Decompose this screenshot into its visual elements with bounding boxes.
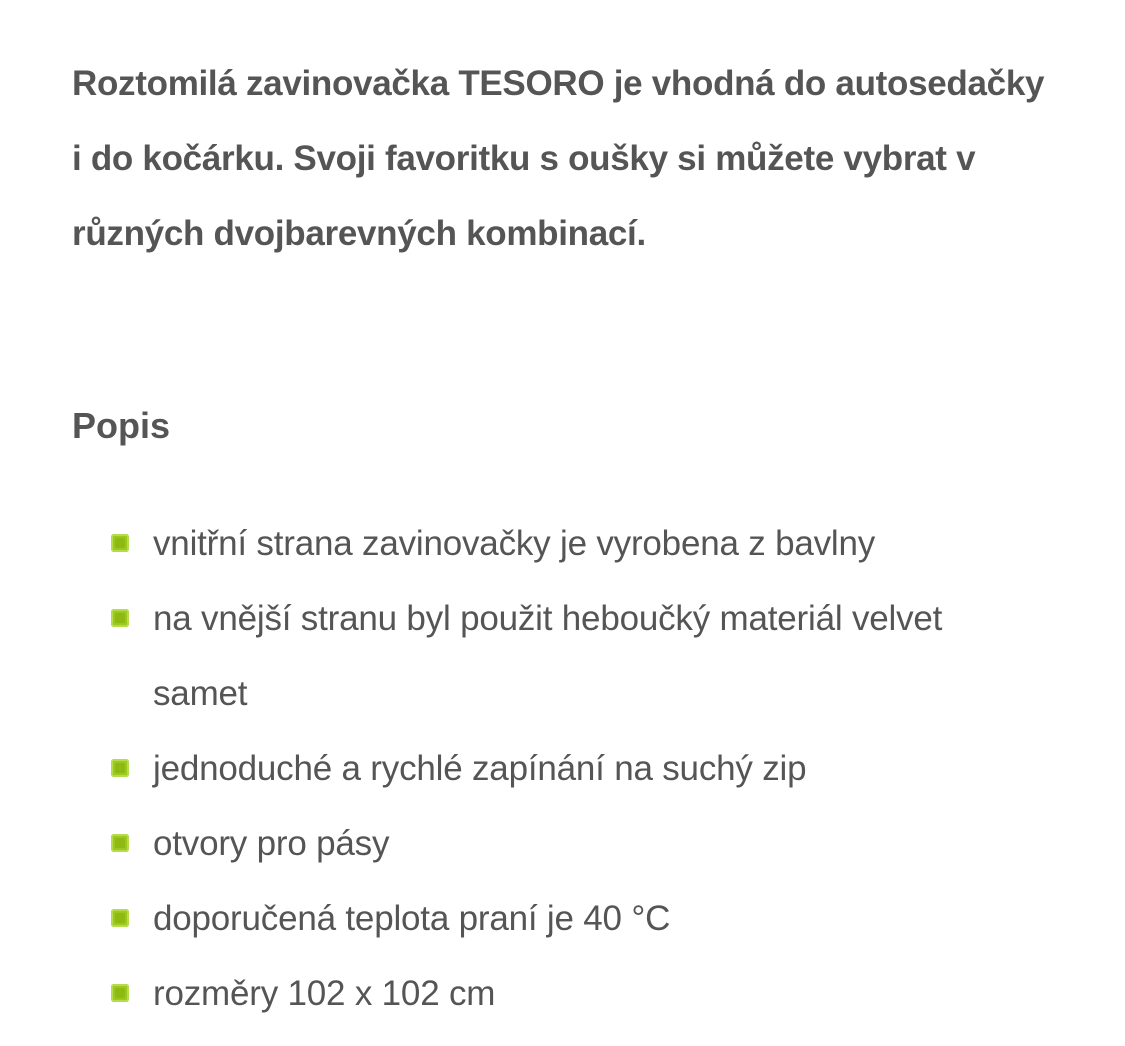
square-bullet-icon bbox=[111, 609, 129, 627]
square-bullet-icon bbox=[111, 534, 129, 552]
feature-text: na vnější stranu byl použit heboučký materiál velvet samet bbox=[153, 599, 943, 713]
feature-item bbox=[72, 956, 1032, 1031]
feature-text: jednoduché a rychlé zapínání na suchý zip bbox=[153, 749, 807, 788]
feature-text: otvory pro pásy bbox=[153, 824, 390, 863]
feature-item bbox=[72, 806, 1032, 881]
feature-item bbox=[72, 581, 1032, 731]
square-bullet-icon bbox=[111, 984, 129, 1002]
feature-list bbox=[72, 506, 1032, 1031]
feature-item bbox=[72, 881, 1032, 956]
feature-text: rozměry 102 x 102 cm bbox=[153, 974, 496, 1013]
square-bullet-icon bbox=[111, 834, 129, 852]
feature-item bbox=[72, 506, 1032, 581]
feature-text: vnitřní strana zavinovačky je vyrobena z bavlny bbox=[153, 524, 876, 563]
product-description bbox=[72, 46, 1072, 1013]
intro-paragraph: Roztomilá zavinovačka TESORO je vhodná do autosedačky i do kočárku. Svoji favoritku s oušky si můžete vybrat v různých dvojbarevných kombinací. bbox=[72, 64, 1045, 253]
feature-item bbox=[72, 731, 1032, 806]
square-bullet-icon bbox=[111, 759, 129, 777]
square-bullet-icon bbox=[111, 909, 129, 927]
section-heading-popis: Popis bbox=[72, 405, 171, 446]
feature-text: doporučená teplota praní je 40 °C bbox=[153, 899, 671, 938]
